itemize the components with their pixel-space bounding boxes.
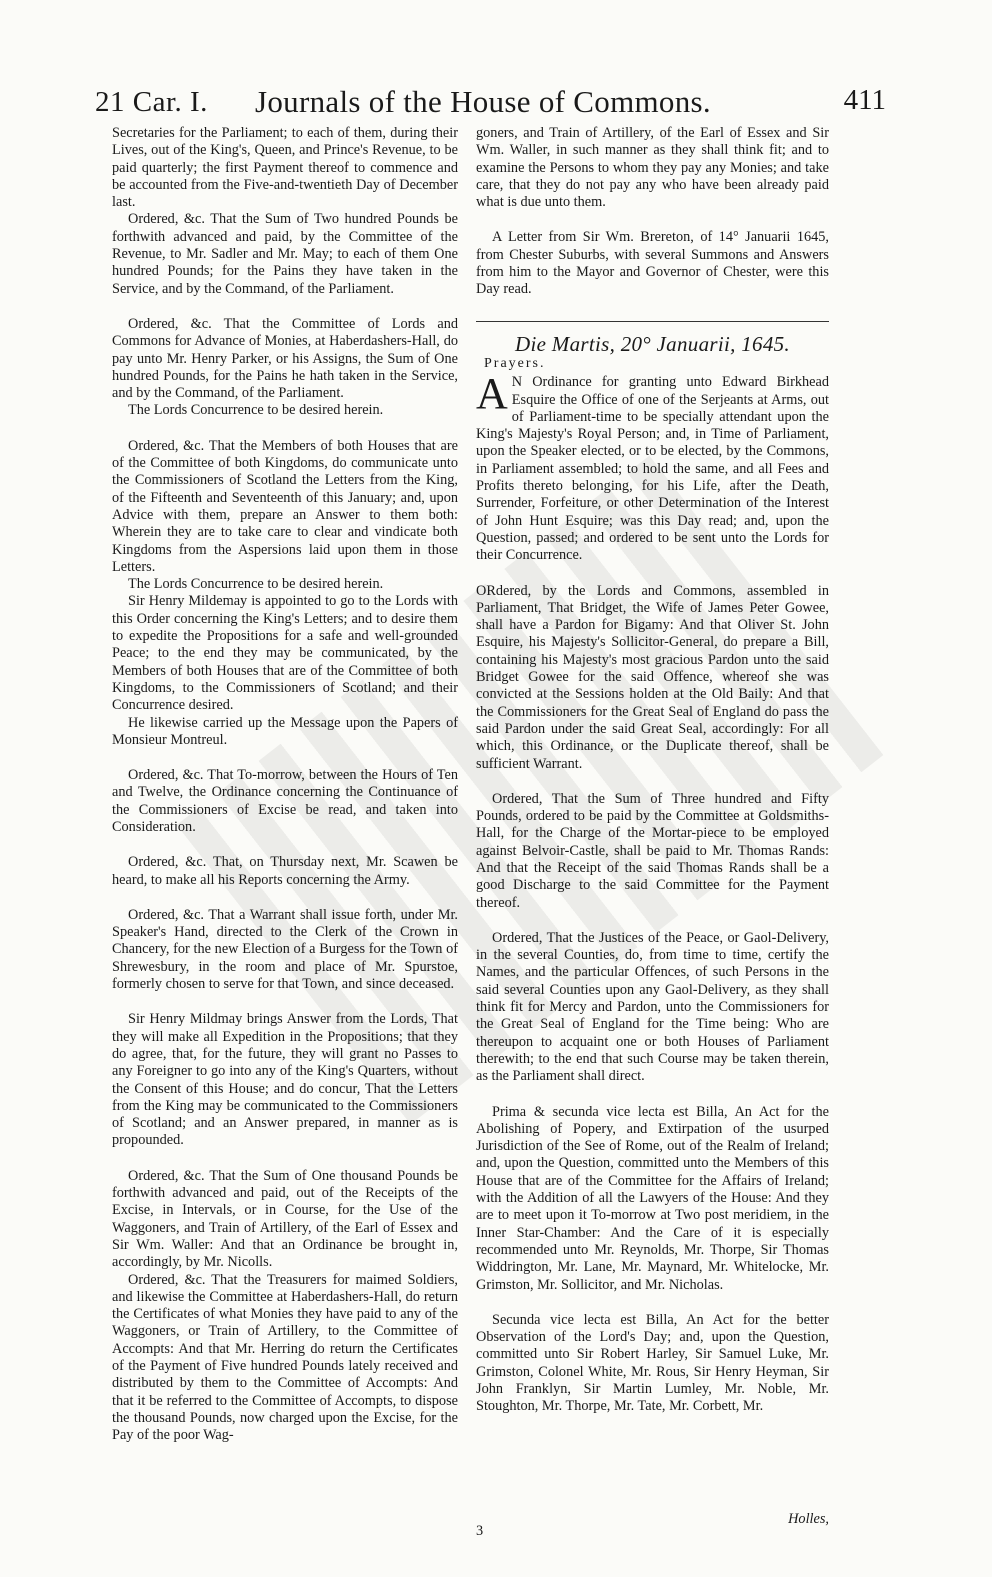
paragraph: Ordered, &c. That, on Thursday next, Mr. Scawen be heard, to make all his Reports concerning the Army.: [112, 854, 458, 888]
drop-cap: A: [476, 369, 508, 419]
paragraph: Secunda vice lecta est Billa, An Act for the better Observation of the Lord's Day; and, upon the Question, committed unto Sir Robert Harley, Sir Samuel Luke, Mr. Grimston, Colonel White, Mr. Rous, Sir Henry Heyman, Sir John Franklyn, Sir Martin Lumley, Mr. Noble, Mr. Stoughton, Mr. Thorpe, Mr. Tate, Mr. Corbett, Mr.: [476, 1311, 829, 1415]
page-number: 411: [843, 84, 886, 116]
journal-title: Journals of the House of Commons.: [255, 84, 711, 119]
paragraph: Ordered, That the Justices of the Peace, or Gaol-Delivery, in the several Counties, do, from time to time, certify the Names, and the particular Offences, of such Persons in the said several Counties upon any Gaol-Delivery, as they shall think fit for Mercy and Pardon, unto the Commissioners for the Great Seal of England for the Time being: Who are thereupon to acquaint one or both Houses of Parliament therewith; to the end that such Course may be taken therein, as the Parliament shall direct.: [476, 929, 829, 1085]
catchword: Holles,: [788, 1511, 829, 1527]
paragraph: Ordered, &c. That To-morrow, between the Hours of Ten and Twelve, the Ordinance concerning the Continuance of the Commissioners of Excise be read, and taken into Consideration.: [112, 767, 458, 835]
reign-label: 21 Car. I.: [95, 86, 208, 118]
left-column: [112, 125, 458, 1444]
paragraph: Sir Henry Mildemay is appointed to go to the Lords with this Order concerning the King's Letters; and to desire them to expedite the Propositions for a safe and well-grounded Peace; to the end they may be communicated, by the Members of both Houses that are of the Committee of both Kingdoms, to the Commissioners of Scotland; and their Concurrence desired.: [112, 593, 458, 714]
prayers-label: Prayers.: [484, 355, 546, 371]
paragraph: The Lords Concurrence to be desired herein.: [128, 402, 384, 419]
paragraph: [476, 369, 829, 564]
paragraph: He likewise carried up the Message upon the Papers of Monsieur Montreul.: [112, 714, 458, 748]
page-footer: [476, 1511, 829, 1563]
paragraph: The Lords Concurrence to be desired herein.: [128, 576, 384, 593]
section-divider: [476, 321, 829, 322]
paragraph: Secretaries for the Parliament; to each of them, during their Lives, out of the King's, Queen, and Prince's Revenue, to be paid quarterly; the first Payment thereof to commence and be accounted from the Five-and-twentieth Day of December last.: [112, 125, 458, 211]
paragraph: Prima & secunda vice lecta est Billa, An Act for the Abolishing of Popery, and Extirpation of the usurped Jurisdiction of the See of Rome, out of the Realm of Ireland; and, upon the Question, committed unto the Members of this House that are of the Committee for the Affairs of Ireland; with the Addition of all the Lawyers of the House: And they are to meet upon it To-morrow at Two post meridiem, in the Inner Star-Chamber: And the Care of it is especially recommended unto Mr. Reynolds, Mr. Thorpe, Sir Thomas Widdrington, Mr. Lane, Mr. Maynard, Mr. Whitelocke, Mr. Grimston, Mr. Sollicitor, and Mr. Nicholas.: [476, 1103, 829, 1293]
paragraph: Ordered, &c. That a Warrant shall issue forth, under Mr. Speaker's Hand, directed to the Clerk of the Crown in Chancery, for the new Election of a Burgess for the Town of Shrewesbury, in the room and place of Mr. Spurstoe, formerly chosen to serve for that Town, and since deceased.: [112, 906, 458, 993]
paragraph: Ordered, &c. That the Members of both Houses that are of the Committee of both Kingdoms, do communicate unto the Commissioners of Scotland the Letters from the King, of the Fifteenth and Seventeenth of this January; and, upon Advice with them, prepare an Answer to them both: Wherein they are to take care to clear and vindicate both Kingdoms from the Aspersions laid upon them in those Letters.: [112, 437, 458, 575]
page-header: [95, 82, 886, 124]
day-heading: Die Martis, 20° Januarii, 1645.: [515, 331, 790, 356]
paragraph: goners, and Train of Artillery, of the Earl of Essex and Sir Wm. Waller, in such manner as they shall think fit; and to examine the Persons to whom they pay any Monies; and take care, that they do not pay any who have been already paid what is due unto them.: [476, 125, 829, 211]
paragraph-text: N Ordinance for granting unto Edward Birkhead Esquire the Office of one of the Serjeants at Arms, out of Parliament-time to be specially attendant upon the King's Majesty's Royal Person; and, in Time of Parliament, upon the Speaker elected, or to be elected, by the Commons, in Parliament assembled; to hold the same, and all Fees and Profits thereto belonging, for his Life, after the Death, Surrender, Forfeiture, or other Determination of the Interest of John Hunt Esquire; was this Day read; and, upon the Question, passed; and ordered to be sent unto the Lords for their Concurrence.: [476, 374, 829, 564]
signature-mark: 3: [476, 1523, 484, 1539]
paragraph: Ordered, That the Sum of Three hundred and Fifty Pounds, ordered to be paid by the Committee at Goldsmiths-Hall, for the Charge of the Mortar-piece to be employed against Belvoir-Castle, shall be paid to Mr. Thomas Rands: And that the Receipt of the said Thomas Rands shall be a good Discharge to the said Committee for the Payment thereof.: [476, 790, 829, 911]
paragraph: A Letter from Sir Wm. Brereton, of 14° Januarii 1645, from Chester Suburbs, with several Summons and Answers from him to the Mayor and Governor of Chester, were this Day read.: [476, 229, 829, 298]
paragraph: Ordered, &c. That the Treasurers for maimed Soldiers, and likewise the Committee at Haberdashers-Hall, do return the Certificates of what Monies they have paid to any of the Waggoners, or Train of Artillery, to the Committee of Accompts: And that Mr. Herring do return the Certificates of the Payment of Five hundred Pounds lately received and distributed by them to the Committee of Accompts: And that it be referred to the Committee of Accompts, to dispose the thousand Pounds, now charged upon the Excise, for the Pay of the poor Wag-: [112, 1271, 458, 1444]
paragraph: Ordered, &c. That the Sum of Two hundred Pounds be forthwith advanced and paid, by the Committee of the Revenue, to Mr. Sadler and Mr. May; to each of them One hundred Pounds; for the Pains they have taken in the Service, and by the Command, of the Parliament.: [112, 211, 458, 297]
paragraph: ORdered, by the Lords and Commons, assembled in Parliament, That Bridget, the Wife of James Peter Gowee, shall have a Pardon for Bigamy: And that Oliver St. John Esquire, his Majesty's Sollicitor-General, do prepare a Bill, containing his Majesty's most gracious Pardon unto the said Bridget Gowee for the said Offence, whereof she was convicted at the Sessions holden at the Old Baily: And that the Commissioners for the Great Seal of England do pass the said Pardon under the said Great Seal, accordingly: For all which, this Ordinance, or the Duplicate thereof, shall be sufficient Warrant.: [476, 582, 829, 772]
paragraph: Ordered, &c. That the Committee of Lords and Commons for Advance of Monies, at Haberdashers-Hall, do pay unto Mr. Henry Parker, or his Assigns, the Sum of One hundred Pounds, for the Pains he hath taken in the Service, and by the Command, of the Parliament.: [112, 315, 458, 402]
paragraph: Sir Henry Mildmay brings Answer from the Lords, That they will make all Expedition in the Propositions; that they do agree, that, for the future, they will grant no Passes to any Foreigner to go into any of the King's Quarters, without the Consent of this House; and do concur, That the Letters from the King may be communicated to the Commissioners of Scotland; and an Answer prepared, in manner as is propounded.: [112, 1011, 458, 1149]
right-column: [476, 125, 829, 1416]
paragraph: Ordered, &c. That the Sum of One thousand Pounds be forthwith advanced and paid, out of the Receipts of the Excise, in Intervals, or in Course, for the Use of the Waggoners, and Train of Artillery, of the Earl of Essex and Sir Wm. Waller: And that an Ordinance be brought in, accordingly, by Mr. Nicolls.: [112, 1167, 458, 1271]
